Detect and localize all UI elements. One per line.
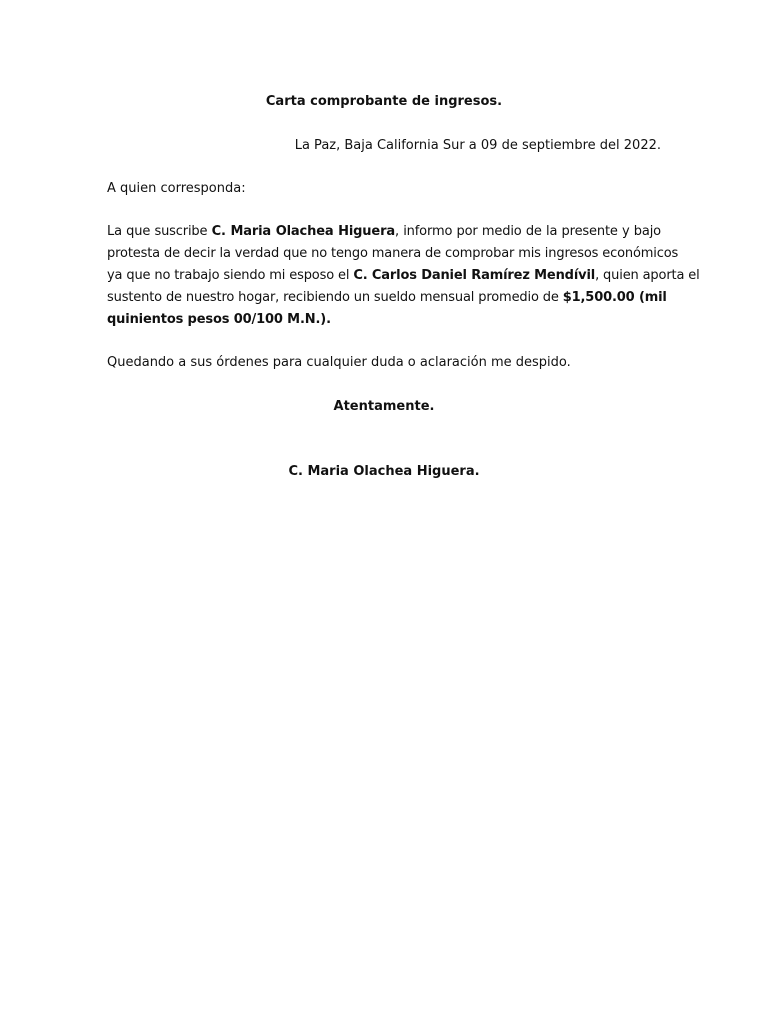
body-text: ya que no trabajo siendo mi esposo el [107,268,354,283]
body-line-3 [107,265,700,287]
body-line-1 [107,221,661,243]
body-paragraph [107,221,700,331]
signature-name: C. Maria Olachea Higuera. [288,464,480,479]
body-text: , quien aporta el [595,268,700,283]
body-line-4 [107,287,667,309]
signer-name: C. Maria Olachea Higuera [211,224,395,239]
body-text: , informo por medio de la presente y bajo [394,224,661,239]
spouse-name: C. Carlos Daniel Ramírez Mendívil [353,268,596,283]
date-line: La Paz, Baja California Sur a 09 de septiembre del 2022. [294,138,661,153]
body-text: sustento de nuestro hogar, recibiendo un sueldo mensual promedio de [107,290,563,305]
body-line-5 [107,309,661,331]
regards: Atentamente. [333,399,435,414]
greeting: A quien corresponda: [107,181,246,196]
letter-title: Carta comprobante de ingresos. [265,94,503,109]
body-line-2: protesta de decir la verdad que no tengo manera de comprobar mis ingresos económicos [107,246,679,261]
income-amount: $1,500.00 (mil [562,290,667,305]
closing-line: Quedando a sus órdenes para cualquier duda o aclaración me despido. [107,355,571,370]
body-text: . [326,312,331,327]
income-amount-words: quinientos pesos 00/100 M.N.) [107,312,327,327]
body-text: La que suscribe [107,224,212,239]
